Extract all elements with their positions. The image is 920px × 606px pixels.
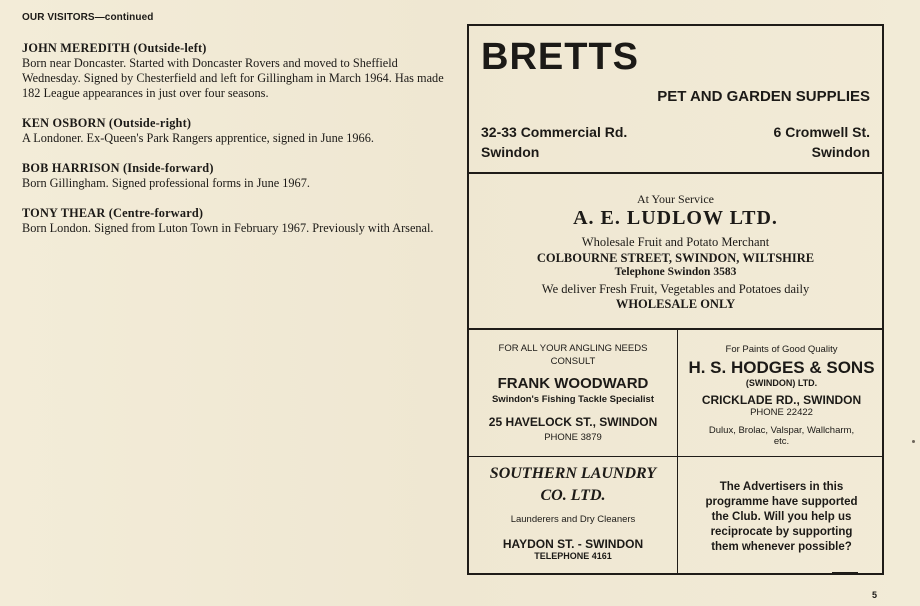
visitor-entry: [22, 161, 450, 191]
ludlow-wholesale: WHOLESALE ONLY: [615, 297, 736, 311]
visitor-entry: [22, 116, 450, 146]
advertisers-note: [679, 480, 884, 555]
visitor-entry: [22, 41, 450, 101]
visitor-bio: Born near Doncaster. Started with Doncaster Rovers and moved to Sheffield Wednesday. Signed by Chesterfield and left for Gillingham in March 1964. Has made 182 League appearances in just over four seasons.: [22, 56, 444, 100]
bretts-address-left: [481, 122, 627, 162]
section-heading: OUR VISITORS—continued: [22, 12, 154, 23]
visitor-name: BOB HARRISON (Inside-forward): [22, 161, 214, 175]
divider: [677, 456, 884, 457]
advertisers-note-line3: the Club. Will you help us: [711, 511, 852, 523]
bretts-address-right-line1: 6 Cromwell St.: [773, 124, 870, 140]
bretts-logo: BRETTS: [481, 36, 639, 78]
bretts-address-left-line1: 32-33 Commercial Rd.: [481, 124, 628, 140]
ludlow-name: A. E. LUDLOW LTD.: [573, 207, 778, 229]
visitor-bio: Born London. Signed from Luton Town in February 1967. Previously with Arsenal.: [22, 221, 434, 235]
hodges-address: CRICKLADE RD., SWINDON: [701, 393, 862, 407]
hodges-ad: [679, 344, 884, 447]
hodges-name: H. S. HODGES & SONS: [688, 358, 875, 377]
laundry-phone: TELEPHONE 4161: [534, 551, 612, 561]
bretts-address-right-line2: Swindon: [811, 144, 870, 160]
bretts-address-left-line2: Swindon: [481, 144, 540, 160]
woodward-phone: PHONE 3879: [544, 432, 602, 443]
ludlow-trade: Wholesale Fruit and Potato Merchant: [581, 235, 770, 249]
laundry-desc: Launderers and Dry Cleaners: [510, 514, 636, 525]
hodges-brands-line2: etc.: [773, 436, 790, 447]
visitor-bio: Born Gillingham. Signed professional forms in June 1967.: [22, 176, 310, 190]
advertisements-panel: [467, 24, 884, 575]
divider: [469, 172, 882, 174]
advertisers-note-line2: programme have supported: [705, 496, 858, 508]
woodward-desc: Swindon's Fishing Tackle Specialist: [491, 394, 655, 405]
visitors-column: [22, 12, 450, 251]
footer-rule: [832, 572, 858, 574]
scan-speck: [912, 440, 915, 443]
woodward-address: 25 HAVELOCK ST., SWINDON: [488, 415, 658, 429]
hodges-brands-line1: Dulux, Brolac, Valspar, Wallcharm,: [708, 425, 855, 436]
laundry-name-line1: SOUTHERN LAUNDRY: [489, 465, 657, 482]
visitor-entry: [22, 206, 450, 236]
laundry-ad: [469, 464, 677, 561]
advertisers-note-line5: them whenever possible?: [711, 541, 852, 553]
page-number: 5: [872, 590, 878, 600]
woodward-ad: [469, 342, 677, 444]
divider-vertical: [677, 328, 678, 575]
woodward-intro-line1: FOR ALL YOUR ANGLING NEEDS: [498, 343, 648, 354]
visitor-bio: A Londoner. Ex-Queen's Park Rangers apprentice, signed in June 1966.: [22, 131, 374, 145]
laundry-name-line2: CO. LTD.: [540, 487, 606, 504]
advertisers-note-line4: reciprocate by supporting: [710, 526, 853, 538]
visitor-name: JOHN MEREDITH (Outside-left): [22, 41, 207, 55]
ludlow-intro: At Your Service: [637, 192, 714, 206]
divider: [469, 456, 677, 457]
hodges-phone: PHONE 22422: [750, 407, 813, 418]
advertisers-note-line1: The Advertisers in this: [719, 481, 844, 493]
hodges-sub: (SWINDON) LTD.: [745, 378, 818, 388]
laundry-address: HAYDON ST. - SWINDON: [502, 537, 644, 551]
woodward-intro-line2: CONSULT: [550, 356, 596, 367]
hodges-intro: For Paints of Good Quality: [725, 344, 838, 355]
bretts-address-right: [774, 122, 870, 162]
divider: [469, 328, 882, 330]
ludlow-phone: Telephone Swindon 3583: [614, 266, 737, 278]
visitor-name: TONY THEAR (Centre-forward): [22, 206, 204, 220]
woodward-name: FRANK WOODWARD: [497, 375, 649, 392]
visitor-name: KEN OSBORN (Outside-right): [22, 116, 192, 130]
ludlow-address: COLBOURNE STREET, SWINDON, WILTSHIRE: [536, 251, 815, 265]
ludlow-delivery: We deliver Fresh Fruit, Vegetables and Potatoes daily: [541, 282, 810, 296]
bretts-tagline: PET AND GARDEN SUPPLIES: [657, 88, 870, 105]
